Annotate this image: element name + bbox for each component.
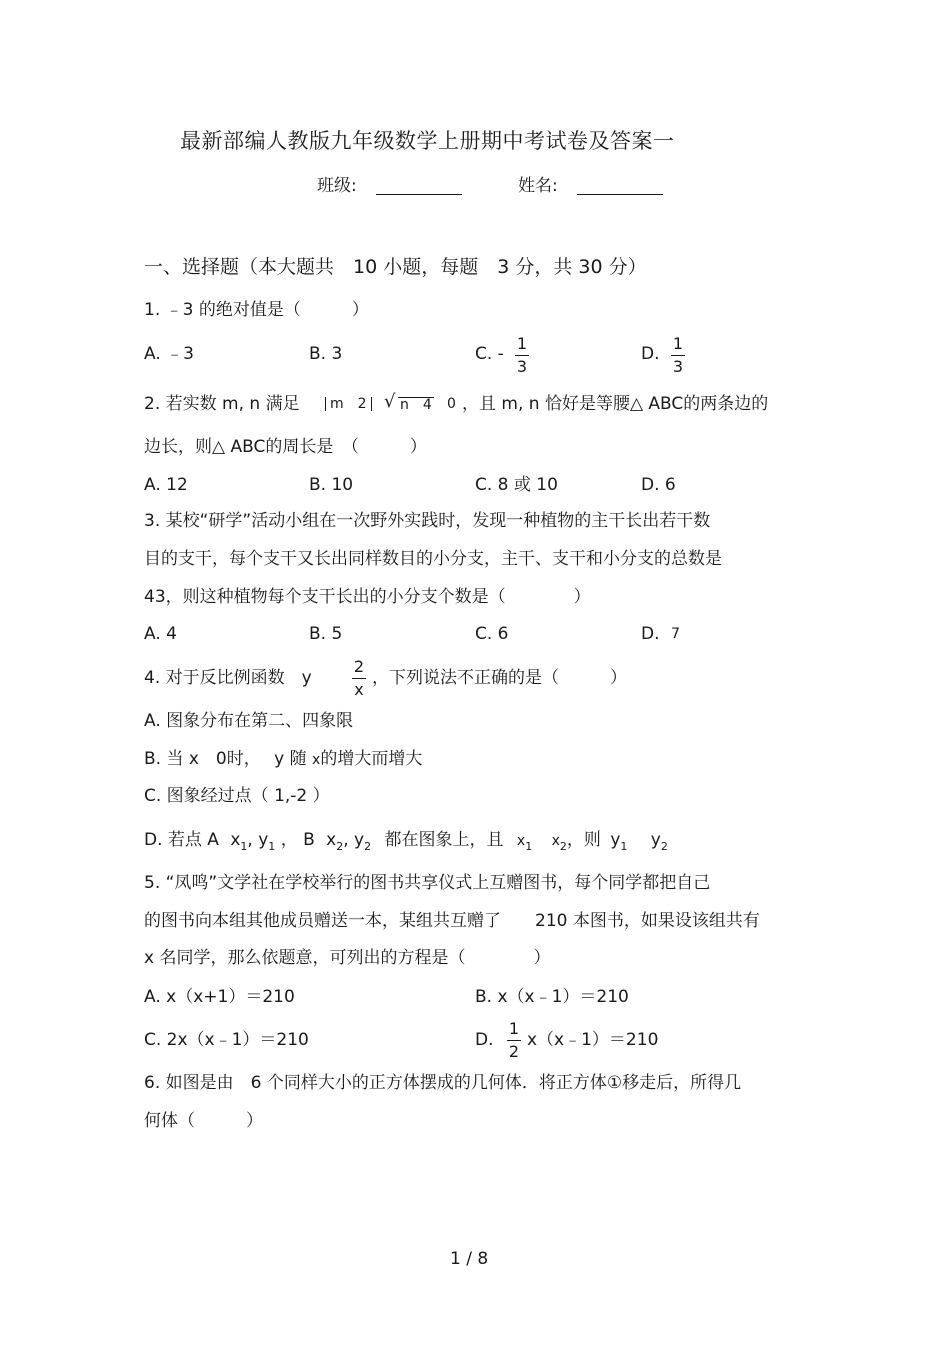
fraction-numerator: 1 [516, 334, 528, 353]
fraction-numerator: 1 [672, 334, 684, 353]
q1-option-a: A. ﹣3 [144, 344, 194, 364]
class-label: 班级: [317, 176, 357, 196]
name-field [518, 176, 663, 195]
q2-option-a: A. 12 [144, 475, 188, 495]
point-b-coords: $x_2$, $y_2$ [326, 830, 372, 853]
fraction-denominator: 3 [516, 357, 528, 376]
q4-option-b-part-3: 的增大而增大 [320, 749, 423, 769]
q4-d-mid: 都在图象上，且 [384, 830, 504, 850]
q4-option-a: A. 图象分布在第二、四象限 [144, 711, 354, 731]
x1-term: $x_1$ [516, 833, 533, 853]
zero-value: 0 [447, 396, 456, 412]
y2-term: $y_2$ [650, 830, 668, 853]
name-blank[interactable] [577, 176, 663, 195]
sqrt-icon: √ [384, 391, 396, 412]
question-5-line-2: 的图书向本组其他成员赠送一本，某组共互赠了 210 本图书，如果设该组共有 [144, 911, 760, 931]
y1-term: $y_1$ [610, 830, 628, 853]
q5-option-d: D. [475, 1030, 494, 1050]
question-4-stem-a: 4. 对于反比例函数 y [144, 668, 312, 688]
q5-option-c: C. 2x（x﹣1）＝210 [144, 1030, 309, 1050]
question-2-stem-b: ，且 m, n 恰好是等腰△ ABC的两条边的 [462, 394, 769, 414]
name-label: 姓名: [518, 176, 558, 196]
sqrt-radicand: n 4 [400, 397, 432, 413]
q4-d-lead: D. 若点 A [144, 830, 219, 850]
q3-option-d-value: 7 [671, 626, 680, 642]
q1-option-b: B. 3 [309, 344, 343, 364]
fraction-denominator: x [354, 680, 364, 699]
q1-option-d: D. [641, 344, 660, 364]
question-2-stem-a: 2. 若实数 m, n 满足 [144, 394, 300, 414]
q3-option-d: D. [641, 624, 660, 644]
q4-option-b-x: x [312, 752, 321, 768]
fraction-denominator: 3 [672, 357, 684, 376]
q4-option-c: C. 图象经过点（ 1,-2 ） [144, 786, 330, 806]
q1-option-c: C. - [475, 344, 504, 364]
abs-value-expression: m 2 [325, 397, 372, 411]
question-1-stem: 1. ﹣3 的绝对值是（ ） [144, 300, 369, 320]
question-3-line-1: 3. 某校“研学”活动小组在一次野外实践时，发现一种植物的主干长出若干数 [144, 511, 711, 531]
q4-d-sep: ， B [280, 830, 315, 850]
class-blank[interactable] [376, 176, 462, 195]
question-5-line-1: 5. “凤鸣”文学社在学校举行的图书共享仪式上互赠图书，每个同学都把自己 [144, 873, 711, 893]
page-number: 1 / 8 [450, 1249, 489, 1269]
section-heading: 一、选择题（本大题共 10 小题，每题 3 分，共 30 分） [144, 256, 647, 278]
q3-option-c: C. 6 [475, 624, 509, 644]
q2-option-d: D. 6 [641, 475, 676, 495]
question-6-line-1: 6. 如图是由 6 个同样大小的正方体摆成的几何体．将正方体①移走后，所得几 [144, 1073, 742, 1093]
question-3-line-2: 目的支干，每个支干又长出同样数目的小分支，主干、支干和小分支的总数是 [144, 549, 722, 569]
question-5-line-3: x 名同学，那么依题意，可列出的方程是（ ） [144, 948, 551, 968]
q2-option-b: B. 10 [309, 475, 354, 495]
q1-d-fraction [668, 336, 688, 375]
q4-option-b-part-2: y 随 [274, 749, 307, 769]
fraction-numerator: 2 [353, 657, 365, 676]
x2-term: $x_2$ [551, 833, 567, 853]
q4-option-b-part-1: B. 当 x 0时， [144, 749, 261, 769]
q1-c-fraction [512, 336, 532, 375]
q5-option-b: B. x（x﹣1）＝210 [475, 987, 629, 1007]
q5-d-fraction [504, 1021, 524, 1060]
q3-option-a: A. 4 [144, 624, 177, 644]
q4-option-d [144, 830, 668, 853]
fraction-denominator: 2 [508, 1042, 520, 1061]
fraction-numerator: 1 [508, 1019, 520, 1038]
q2-option-c: C. 8 或 10 [475, 475, 558, 495]
question-4-stem-b: ，下列说法不正确的是（ ） [372, 668, 627, 688]
q4-d-then: ，则 [566, 830, 601, 850]
class-field [317, 176, 462, 195]
point-a-coords: $x_1$, $y_1$ [230, 830, 276, 853]
question-3-line-3: 43，则这种植物每个支干长出的小分支个数是（ ） [144, 587, 591, 607]
q3-option-b: B. 5 [309, 624, 343, 644]
q4-fraction [349, 659, 369, 698]
q5-option-d-rest: x（x﹣1）＝210 [527, 1030, 659, 1050]
page-title: 最新部编人教版九年级数学上册期中考试卷及答案一 [180, 129, 675, 153]
question-2-stem-c: 边长，则△ ABC的周长是 （ ） [144, 437, 427, 457]
q5-option-a: A. x（x+1）＝210 [144, 987, 295, 1007]
q4-option-b [144, 751, 422, 768]
question-6-line-2: 何体（ ） [144, 1111, 263, 1131]
